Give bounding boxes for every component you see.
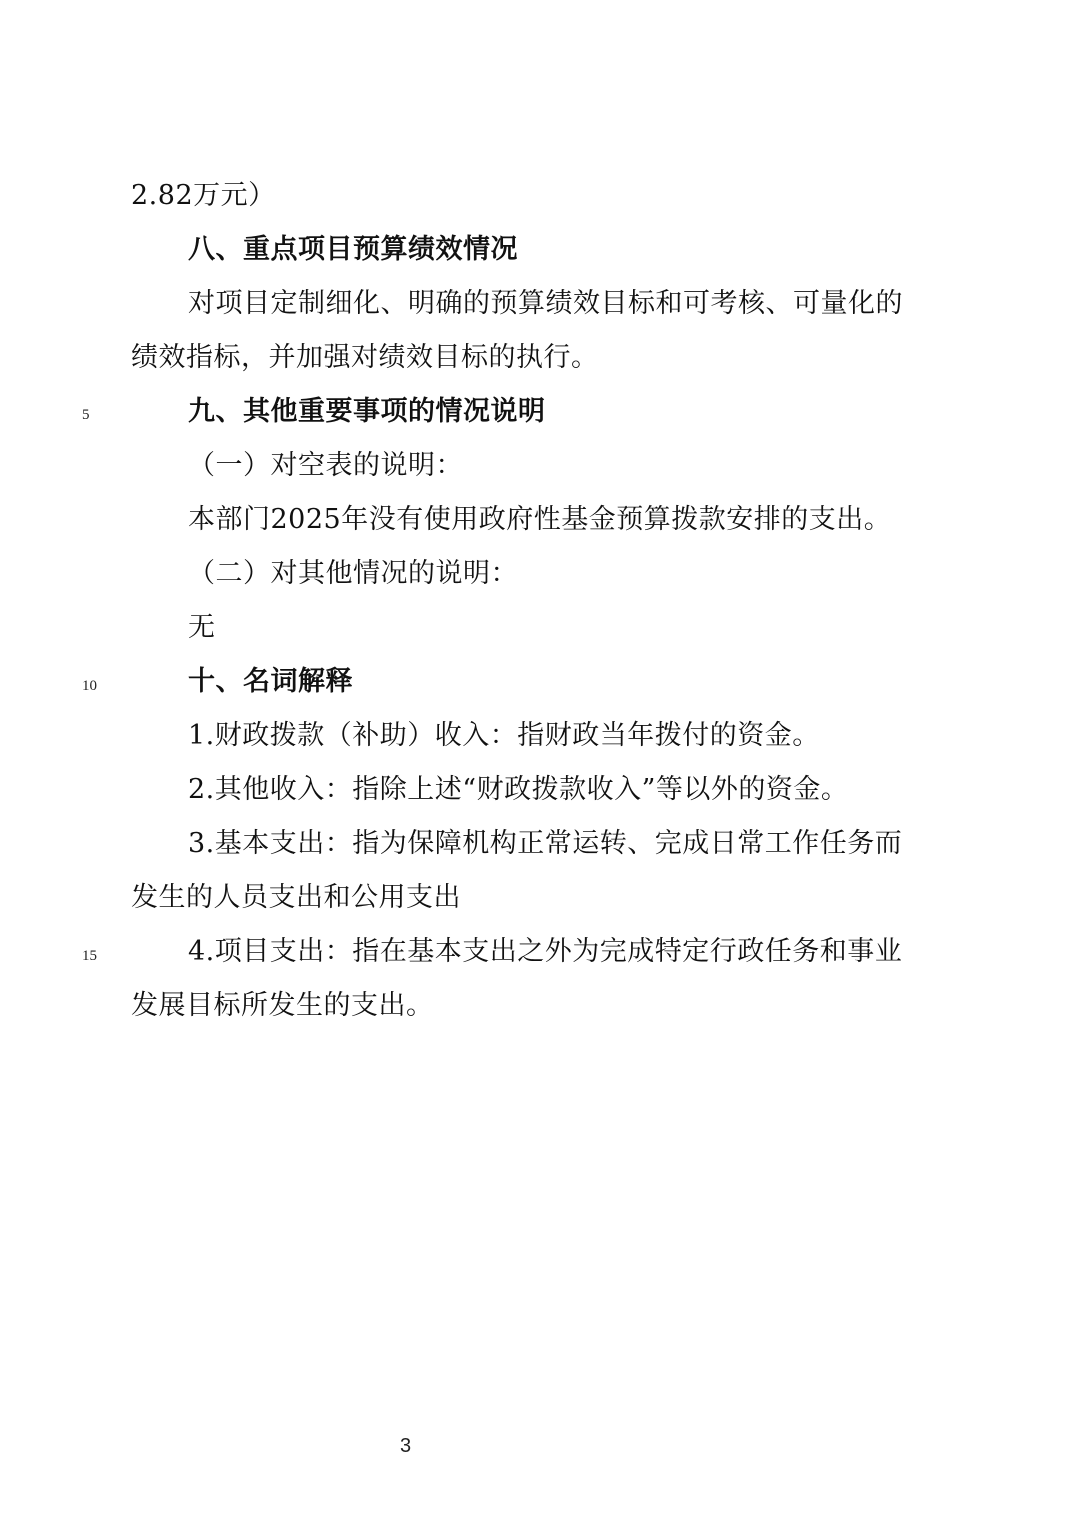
definition-item: 4.项目支出：指在基本支出之外为完成特定行政任务和事业: [188, 936, 903, 967]
section-heading-10: 十、名词解释: [188, 666, 353, 697]
line-number: 15: [82, 948, 97, 964]
text-line: 2.82万元）: [131, 180, 276, 211]
section-heading-9: 九、其他重要事项的情况说明: [188, 396, 546, 427]
text-line: 发展目标所发生的支出。: [131, 990, 434, 1021]
line-number: 10: [82, 678, 97, 694]
definition-item: 2.其他收入：指除上述“财政拨款收入”等以外的资金。: [188, 774, 849, 805]
text-line: 无: [188, 612, 216, 643]
text-line: 本部门2025年没有使用政府性基金预算拨款安排的支出。: [188, 504, 892, 535]
text-line: 绩效指标，并加强对绩效目标的执行。: [131, 342, 599, 373]
definition-item: 3.基本支出：指为保障机构正常运转、完成日常工作任务而: [188, 828, 903, 859]
text-line: 发生的人员支出和公用支出: [131, 882, 461, 913]
definition-item: 1.财政拨款（补助）收入：指财政当年拨付的资金。: [188, 720, 820, 751]
section-heading-8: 八、重点项目预算绩效情况: [188, 234, 518, 265]
page-number: 3: [400, 1435, 412, 1457]
subsection-heading: （一）对空表的说明：: [188, 450, 463, 481]
text-line: 对项目定制细化、明确的预算绩效目标和可考核、可量化的: [188, 288, 903, 319]
subsection-heading: （二）对其他情况的说明：: [188, 558, 518, 589]
line-number: 5: [82, 407, 90, 423]
